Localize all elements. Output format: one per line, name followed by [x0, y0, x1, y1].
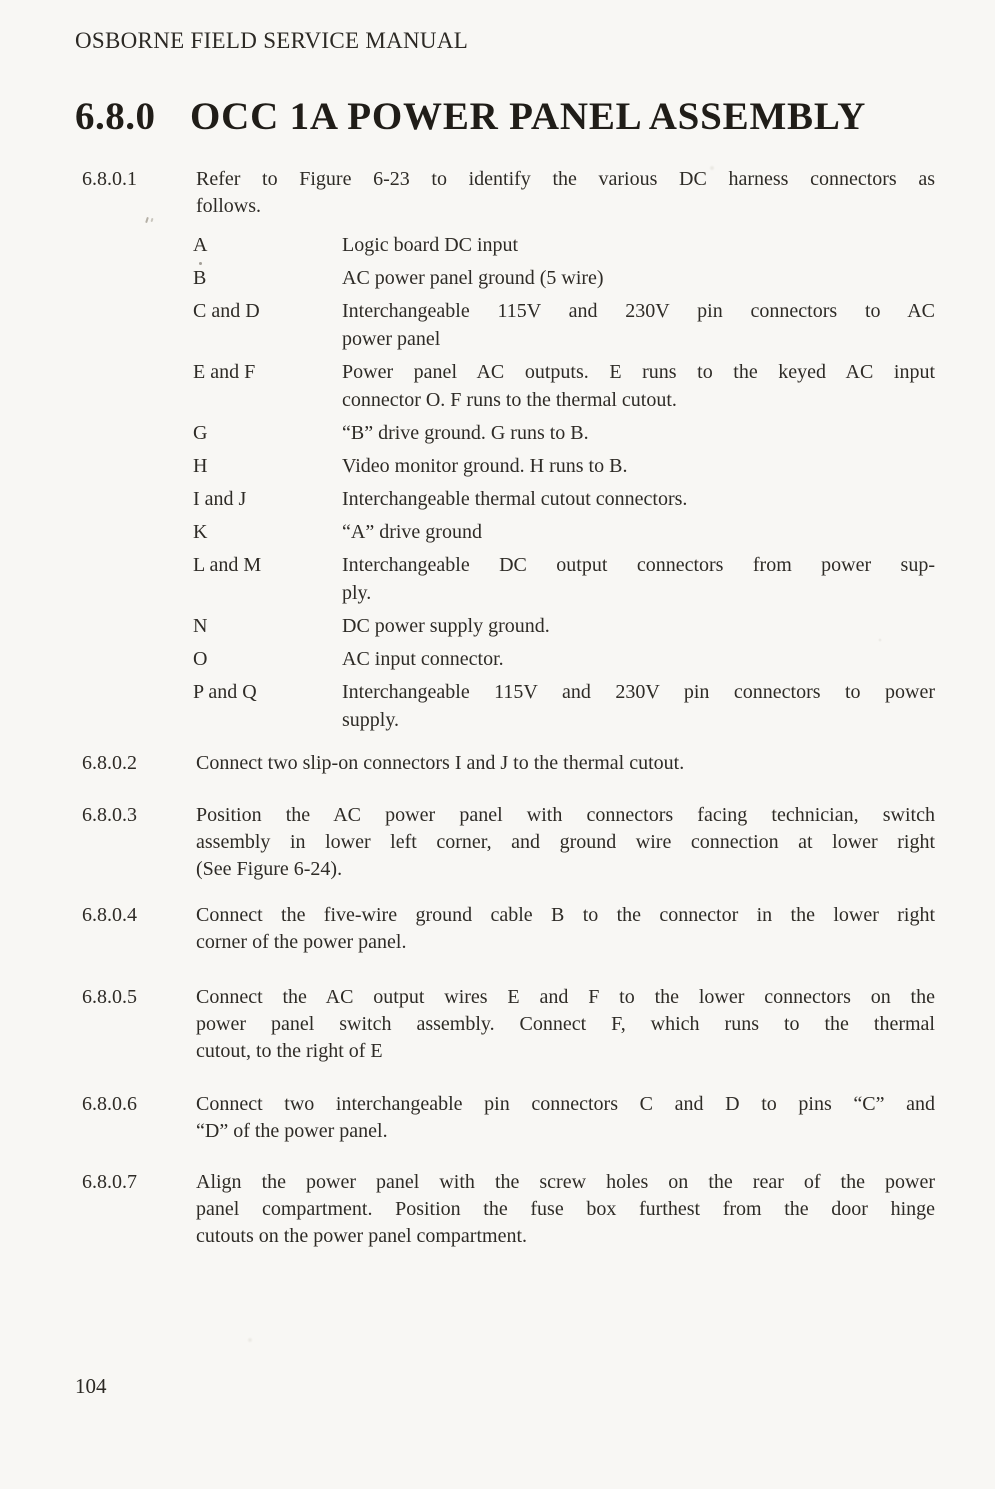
connector-list [193, 231, 935, 739]
text-line: power panel [342, 328, 441, 350]
text-line: Align the power panel with the screw holes on the rear of the power [196, 1171, 935, 1193]
connector-description [342, 551, 935, 607]
paragraph-text [196, 750, 935, 777]
connector-row-l-m [193, 551, 935, 607]
connector-row-e-f [193, 358, 935, 414]
text-line: “A” drive ground [342, 521, 482, 543]
text-line: power panel switch assembly. Connect F, which runs to the thermal [196, 1013, 935, 1035]
paragraph-number: 6.8.0.4 [82, 904, 137, 926]
paragraph-text [196, 1091, 935, 1145]
connector-label: P and Q [193, 681, 257, 703]
connector-row-g [193, 419, 935, 447]
section-heading [75, 94, 866, 139]
connector-description [342, 518, 935, 546]
paragraph-6-8-0-4 [82, 902, 935, 956]
paragraph-text [196, 1169, 935, 1250]
connector-label: I and J [193, 488, 247, 510]
paragraph-text [196, 166, 935, 220]
text-line: cutouts on the power panel compartment. [196, 1225, 528, 1247]
connector-description [342, 358, 935, 414]
paragraph-6-8-0-3 [82, 802, 935, 883]
connector-row-n [193, 612, 935, 640]
text-line: (See Figure 6-24). [196, 858, 343, 880]
connector-label: H [193, 455, 208, 477]
text-line: “B” drive ground. G runs to B. [342, 422, 589, 444]
text-line: Interchangeable thermal cutout connectors. [342, 488, 688, 510]
connector-row-c-d [193, 297, 935, 353]
text-line: Logic board DC input [342, 234, 519, 256]
text-line: DC power supply ground. [342, 615, 550, 637]
connector-row-p-q [193, 678, 935, 734]
pencil-mark [146, 217, 156, 225]
connector-label: A [193, 234, 208, 256]
paragraph-number: 6.8.0.3 [82, 804, 137, 826]
paragraph-6-8-0-5 [82, 984, 935, 1065]
connector-row-h [193, 452, 935, 480]
connector-label: K [193, 521, 208, 543]
text-line: Connect the AC output wires E and F to the lower connectors on the [196, 986, 935, 1008]
section-title: OCC 1A POWER PANEL ASSEMBLY [190, 95, 867, 138]
text-line: “D” of the power panel. [196, 1120, 388, 1142]
connector-description [342, 612, 935, 640]
connector-description [342, 231, 935, 259]
text-line: Interchangeable DC output connectors from power sup- [342, 554, 935, 576]
connector-row-o [193, 645, 935, 673]
text-line: corner of the power panel. [196, 931, 407, 953]
connector-label: E and F [193, 361, 256, 383]
section-number: 6.8.0 [75, 95, 156, 138]
connector-label: L and M [193, 554, 262, 576]
connector-label: B [193, 267, 207, 289]
text-line: Video monitor ground. H runs to B. [342, 455, 628, 477]
text-line: Position the AC power panel with connectors facing technician, switch [196, 804, 935, 826]
text-line: Connect two slip-on connectors I and J to the thermal cutout. [196, 752, 685, 774]
paragraph-number: 6.8.0.6 [82, 1093, 137, 1115]
page-number: 104 [75, 1374, 107, 1398]
paragraph-text [196, 902, 935, 956]
connector-label: N [193, 615, 208, 637]
text-line: cutout, to the right of E [196, 1040, 383, 1062]
connector-label: O [193, 648, 208, 670]
paragraph-text [196, 802, 935, 883]
text-line: Connect the five-wire ground cable B to the connector in the lower right [196, 904, 935, 926]
paragraph-6-8-0-1 [82, 166, 935, 220]
text-line: connector O. F runs to the thermal cutout. [342, 389, 677, 411]
paragraph-6-8-0-2 [82, 750, 935, 777]
paragraph-number: 6.8.0.1 [82, 168, 137, 190]
connector-row-i-j [193, 485, 935, 513]
connector-description [342, 678, 935, 734]
paragraph-6-8-0-7 [82, 1169, 935, 1250]
text-line: AC power panel ground (5 wire) [342, 267, 604, 289]
paragraph-text [196, 984, 935, 1065]
running-header: OSBORNE FIELD SERVICE MANUAL [75, 28, 469, 53]
paragraph-6-8-0-6 [82, 1091, 935, 1145]
text-line: supply. [342, 709, 400, 731]
connector-description [342, 419, 935, 447]
text-line: assembly in lower left corner, and ground wire connection at lower right [196, 831, 935, 853]
text-line: follows. [196, 195, 261, 217]
connector-label: G [193, 422, 208, 444]
text-line: Interchangeable 115V and 230V pin connectors to AC [342, 300, 935, 322]
connector-row-a [193, 231, 935, 259]
connector-label: C and D [193, 300, 260, 322]
text-line: AC input connector. [342, 648, 504, 670]
connector-description [342, 264, 935, 292]
connector-description [342, 485, 935, 513]
text-line: panel compartment. Position the fuse box furthest from the door hinge [196, 1198, 935, 1220]
connector-description [342, 452, 935, 480]
connector-description [342, 645, 935, 673]
connector-row-k [193, 518, 935, 546]
paragraph-number: 6.8.0.5 [82, 986, 137, 1008]
paragraph-number: 6.8.0.2 [82, 752, 137, 774]
connector-description [342, 297, 935, 353]
text-line: Refer to Figure 6-23 to identify the various DC harness connectors as [196, 168, 935, 190]
text-line: Power panel AC outputs. E runs to the keyed AC input [342, 361, 935, 383]
connector-row-b [193, 264, 935, 292]
paragraph-number: 6.8.0.7 [82, 1171, 137, 1193]
text-line: Interchangeable 115V and 230V pin connectors to power [342, 681, 935, 703]
text-line: Connect two interchangeable pin connectors C and D to pins “C” and [196, 1093, 935, 1115]
text-line: ply. [342, 582, 372, 604]
